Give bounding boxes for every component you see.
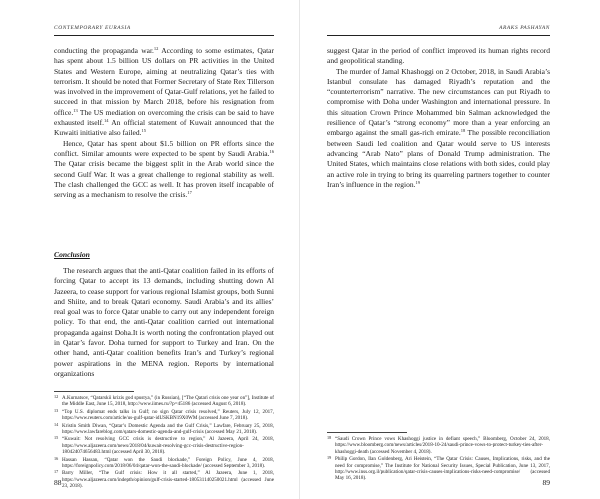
body-text-top: [54, 46, 274, 200]
footnote-ref[interactable]: 13: [73, 107, 78, 113]
paragraph: The murder of Jamal Khashoggi on 2 October, 2018, in Saudi Arabia’s Istanbul consulate has damaged Riyadh’s reputation and the “counterterrorism” narrative. The new circumstances can put Riyadh to compromise with Doha under Washington and international pressure. In this situation Crown Prince Mohammed bin Salman acknowledged the resilience of Qatar’s “strong economy” more than a year enforcing an embargo against the small gas-rich emirate.$^{18}$ The possible reconciliation between Saudi led coalition and Qatar would serve to US interests advancing “Arab Nato” plans of Donald Trump administration. The United States, which maintains close relations with both sides, could play an active role in trying to bring its quarreling partners together to counter Iran’s influence in the region.$^{19}$: [327, 66, 550, 189]
footnotes: [327, 435, 550, 482]
footnote: 12 A.Kurnatsov, “Qatarskii krizis god spustya,” (in Russian), [“The Qatari crisis one year on”], Institute of the Middle East, June 15, 2018, http://www.iimes.ru/?p=45186 (accessed August 6, 2018).: [54, 394, 274, 408]
header-rule: [327, 35, 550, 36]
body-text: [327, 46, 550, 190]
footnote-ref[interactable]: 16: [269, 148, 274, 154]
footnotes: [54, 394, 274, 490]
page-number: 89: [542, 478, 550, 487]
footnote: 15 “Kuwait: Not resolving GCC crisis is destructive to region,” Al Jazeera, April 24, 2018, https://www.aljazeera.com/news/2018/04/kuwait-resolving-gcc-crisis-destructive-region-180424074656483.html (accessed April 30, 2018).: [54, 435, 274, 456]
footnote-ref[interactable]: 15: [141, 128, 146, 134]
footnote: 19 Philip Gordon, Ilan Goldenberg, Ari Heistein, “The Qatar Crisis: Causes, Implications, risks, and the need for compromise,” The Institute for National Security Issues, Special Publication, June 13, 2017, http://www.inss.org.il/publication/qatar-crisis-causes-implications-risks-need-compromise/ (accessed May 16, 2018).: [327, 455, 550, 482]
header-rule: [54, 35, 274, 36]
body-text-conclusion: [54, 266, 274, 379]
paragraph: conducting the propaganda war.$^{12}$ According to some estimates, Qatar has spent about 1.5 billion US dollars on PR activities in the United States and Western Europe, aiming at neutralizing Qatar’s ties with terrorism. It should be noted that Former Secretary of State Rex Tillerson was involved in the improvement of Qatar-Gulf relations, yet he failed to succeed in that mission by March 2018, before his resignation from office.$^{13}$ The US mediation on overcoming the crisis can be said to have exhausted itself.$^{14}$ An official statement of Kuwait announced that the Kuwaiti initiative also failed.$^{15}$: [54, 46, 274, 138]
paragraph: suggest Qatar in the period of conflict improved its human rights record and geopolitical standing.: [327, 46, 550, 66]
footnote-ref[interactable]: 19: [415, 179, 421, 185]
footnote: 13 “Top U.S. diplomat ends talks in Gulf; no sign Qatar crisis resolved,” Reuters, July 12, 2017, https://www.reuters.com/article/us-gulf-qatar-idUSKBN19X0WM (accessed June 7, 2018).: [54, 407, 274, 422]
running-head: ARAKS PASHAYAN: [499, 25, 550, 31]
footnote: 14 Kristin Smith Diwan, “Qatar’s Domestic Agenda and the Gulf Crisis,” Lawfare, February 25, 2018, https://www.lawfareblog.com/qatars-domestic-agenda-and-gulf-crisis (accessed May 21, 2018).: [54, 421, 274, 436]
footnote-ref[interactable]: 12: [153, 46, 159, 51]
footnote-ref[interactable]: 18: [460, 128, 466, 134]
page-number: 88: [54, 478, 62, 487]
footnote-rule: [327, 432, 407, 433]
footnote-ref[interactable]: 17: [187, 190, 192, 196]
right-page: [300, 0, 600, 499]
section-heading-conclusion: Conclusion: [54, 250, 90, 259]
footnote-ref[interactable]: 14: [104, 118, 109, 124]
paragraph: The research argues that the anti-Qatar coalition failed in its efforts of forcing Qatar to accept its 13 demands, including shutting down Al Jazeera, to cease support for various regional Islamist groups, both Sunni and Shiite, and to break Qatari economy. Saudi Arabia’s and its allies’ real goal was to force Qatar unable to carry out any independent foreign policy. To that end, the anti-Qatar coalition carried out international propaganda against Doha.It is worth noting the confrontation played out in Qatar’s favor. Doha turned for support to Turkey and Iran. On the other hand, anti-Qatar coalition benefits Iran’s and Turkey’s regional power aspirations in the MENA region. Reports by international organizations: [54, 266, 274, 378]
paragraph: Hence, Qatar has spent about $1.5 billion on PR efforts since the conflict. Similar amounts were expected to be spent by Saudi Arabia.$^{16}$ The Qatar crisis became the biggest split in the Arab world since the second Gulf War. It was a great challenge to regional stability as well. The clash challenged the GCC as well. It has proven itself incapable of serving as a mechanism to resolve the crisis.$^{17}$: [54, 138, 274, 200]
footnote: 17 Barry Miller, “The Gulf crisis: How it all started,” Al Jazeera, June 1, 2018, https://www.aljazeera.com/indepth/opinion/gulf-crisis-started-180531140250021.html (accessed June 23, 2018).: [54, 469, 274, 490]
footnote: 18 “Saudi Crown Prince vows Khashoggi justice in defiant speech,” Bloomberg, October 24, 2018, https://www.bloomberg.com/news/articles/2018-10-24/saudi-prince-vows-to-protect-turkey-ties-after-khashoggi-death (accessed November 4, 2018).: [327, 435, 550, 455]
running-head: CONTEMPORARY EURASIA: [54, 25, 131, 31]
footnote: 16 Hassan Hassan, “Qatar won the Saudi blockade,” Foreign Policy, June 4, 2018, https://foreignpolicy.com/2018/06/04/qatar-won-the-saudi-blockade/ (accessed September 3, 2018).: [54, 455, 274, 470]
footnote-rule: [54, 391, 134, 392]
